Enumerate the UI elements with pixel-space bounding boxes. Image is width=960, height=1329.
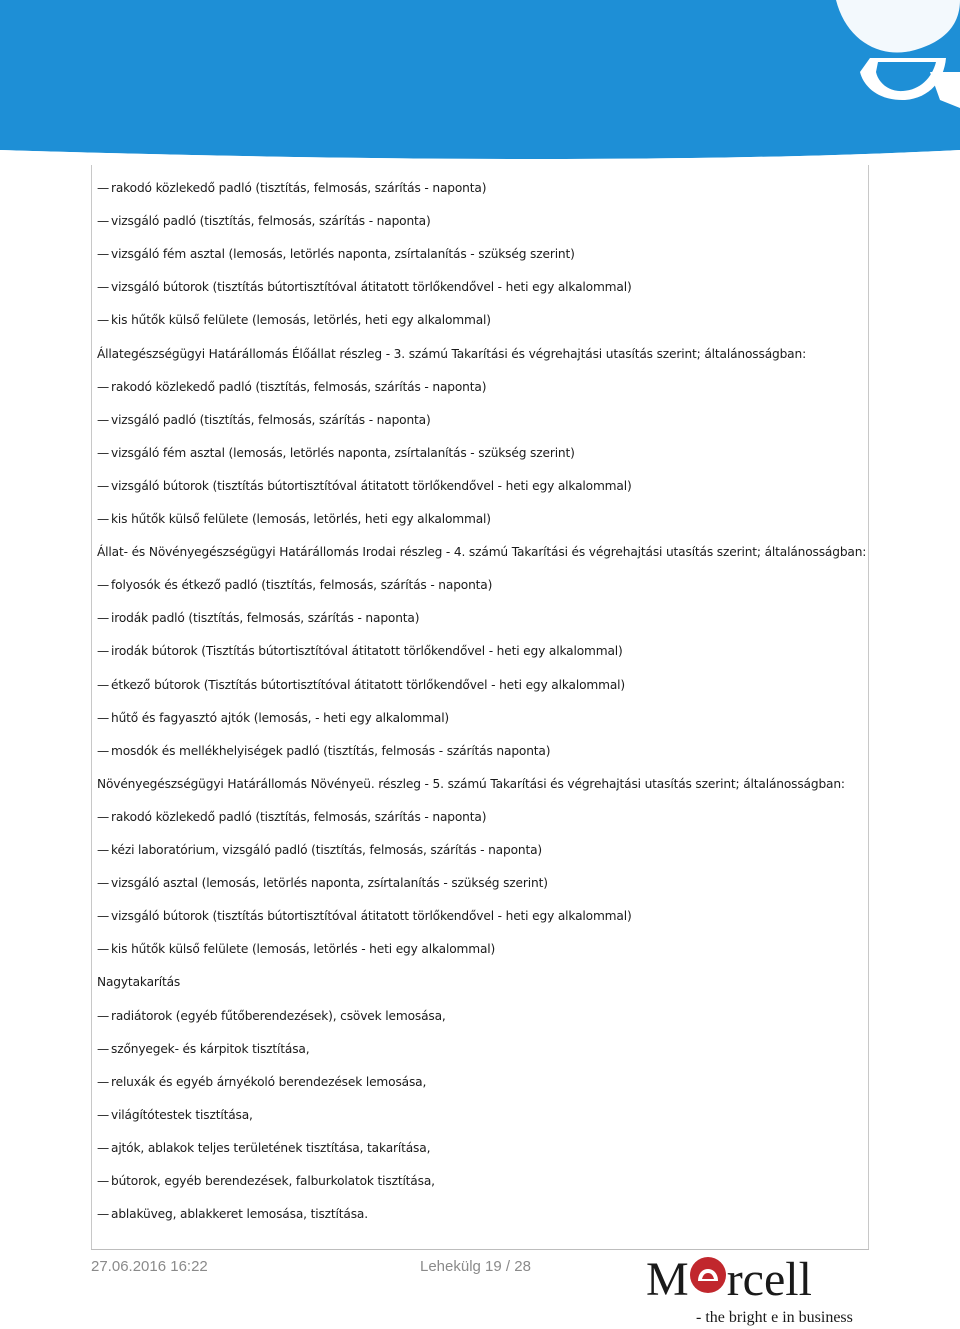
dash-bullet-icon: — <box>97 1174 110 1188</box>
marcell-logo <box>640 1254 870 1329</box>
dash-bullet-icon: — <box>97 1141 110 1155</box>
line-text: bútorok, egyéb berendezések, falburkolatok tisztítása, <box>111 1174 435 1188</box>
logo-suffix: rcell <box>726 1253 812 1306</box>
logo-wordmark <box>646 1254 812 1306</box>
dash-bullet-icon: — <box>97 1009 110 1023</box>
dash-bullet-icon: — <box>97 678 110 692</box>
dash-bullet-icon: — <box>97 843 110 857</box>
dash-bullet-icon: — <box>97 611 110 625</box>
logo-prefix: M <box>646 1253 689 1306</box>
line-text: világítótestek tisztítása, <box>111 1108 253 1122</box>
dash-bullet-icon: — <box>97 1075 110 1089</box>
dash-bullet-icon: — <box>97 909 110 923</box>
section-heading <box>97 974 180 990</box>
dash-bullet-icon: — <box>97 744 110 758</box>
line-text: vizsgáló fém asztal (lemosás, letörlés naponta, zsírtalanítás - szükség szerint) <box>111 446 575 460</box>
line-text: rakodó közlekedő padló (tisztítás, felmosás, szárítás - naponta) <box>111 810 487 824</box>
list-item <box>97 743 550 759</box>
line-text: Állat- és Növényegészségügyi Határállomás Irodai részleg - 4. számú Takarítási és végrehajtási utasítás szerint; általánosságban: <box>97 545 867 559</box>
line-text: vizsgáló bútorok (tisztítás bútortisztítóval átitatott törlőkendővel - heti egy alkalommal) <box>111 479 632 493</box>
list-item <box>97 1173 435 1189</box>
list-item <box>97 213 431 229</box>
list-item <box>97 941 495 957</box>
dash-bullet-icon: — <box>97 1042 110 1056</box>
list-item <box>97 908 632 924</box>
logo-tagline: - the bright e in business <box>696 1309 853 1326</box>
header-graphic <box>0 0 960 165</box>
line-text: reluxák és egyéb árnyékoló berendezések lemosása, <box>111 1075 427 1089</box>
dash-bullet-icon: — <box>97 644 110 658</box>
line-text: kis hűtők külső felülete (lemosás, letörlés, heti egy alkalommal) <box>111 313 491 327</box>
line-text: hűtő és fagyasztó ajtók (lemosás, - heti egy alkalommal) <box>111 711 450 725</box>
dash-bullet-icon: — <box>97 446 110 460</box>
dash-bullet-icon: — <box>97 711 110 725</box>
dash-bullet-icon: — <box>97 578 110 592</box>
dash-bullet-icon: — <box>97 1108 110 1122</box>
section-heading <box>97 776 845 792</box>
line-text: ablaküveg, ablakkeret lemosása, tisztítása. <box>111 1207 368 1221</box>
line-text: vizsgáló fém asztal (lemosás, letörlés naponta, zsírtalanítás - szükség szerint) <box>111 247 575 261</box>
list-item <box>97 710 449 726</box>
line-text: radiátorok (egyéb fűtőberendezések), csövek lemosása, <box>111 1009 446 1023</box>
line-text: vizsgáló padló (tisztítás, felmosás, szárítás - naponta) <box>111 214 431 228</box>
line-text: irodák padló (tisztítás, felmosás, szárítás - naponta) <box>111 611 420 625</box>
list-item <box>97 511 491 527</box>
logo-e-mark <box>690 1257 726 1293</box>
line-text: Növényegészségügyi Határállomás Növényeü. részleg - 5. számú Takarítási és végrehajtási utasítás szerint; általánosságban: <box>97 777 845 791</box>
list-item <box>97 412 431 428</box>
line-text: vizsgáló padló (tisztítás, felmosás, szárítás - naponta) <box>111 413 431 427</box>
header-band <box>0 0 960 165</box>
dash-bullet-icon: — <box>97 876 110 890</box>
list-item <box>97 312 491 328</box>
list-item <box>97 842 542 858</box>
section-heading <box>97 544 866 560</box>
line-text: vizsgáló bútorok (tisztítás bútortisztítóval átitatott törlőkendővel - heti egy alkalommal) <box>111 280 632 294</box>
line-text: vizsgáló asztal (lemosás, letörlés naponta, zsírtalanítás - szükség szerint) <box>111 876 548 890</box>
line-text: rakodó közlekedő padló (tisztítás, felmosás, szárítás - naponta) <box>111 380 487 394</box>
list-item <box>97 1041 309 1057</box>
line-text: mosdók és mellékhelyiségek padló (tisztítás, felmosás - szárítás naponta) <box>111 744 551 758</box>
list-item <box>97 478 632 494</box>
line-text: Állategészségügyi Határállomás Élőállat részleg - 3. számú Takarítási és végrehajtási utasítás szerint; általánosságban: <box>97 347 807 361</box>
list-item <box>97 577 492 593</box>
footer-divider <box>91 1249 869 1250</box>
footer-date: 27.06.2016 16:22 <box>91 1258 208 1275</box>
line-text: rakodó közlekedő padló (tisztítás, felmosás, szárítás - naponta) <box>111 181 487 195</box>
list-item <box>97 677 625 693</box>
dash-bullet-icon: — <box>97 413 110 427</box>
list-item <box>97 279 632 295</box>
list-item <box>97 610 419 626</box>
line-text: étkező bútorok (Tisztítás bútortisztítóval átitatott törlőkendővel - heti egy alkalommal) <box>111 678 626 692</box>
list-item <box>97 1107 253 1123</box>
section-heading <box>97 346 806 362</box>
line-text: Nagytakarítás <box>97 975 181 989</box>
dash-bullet-icon: — <box>97 479 110 493</box>
line-text: kézi laboratórium, vizsgáló padló (tisztítás, felmosás, szárítás - naponta) <box>111 843 543 857</box>
dash-bullet-icon: — <box>97 380 110 394</box>
dash-bullet-icon: — <box>97 214 110 228</box>
line-text: kis hűtők külső felülete (lemosás, letörlés - heti egy alkalommal) <box>111 942 496 956</box>
dash-bullet-icon: — <box>97 181 110 195</box>
list-item <box>97 809 486 825</box>
list-item <box>97 379 486 395</box>
list-item <box>97 643 623 659</box>
list-item <box>97 1206 368 1222</box>
list-item <box>97 445 575 461</box>
line-text: folyosók és étkező padló (tisztítás, felmosás, szárítás - naponta) <box>111 578 493 592</box>
dash-bullet-icon: — <box>97 512 110 526</box>
footer-page-number: Lehekülg 19 / 28 <box>420 1258 531 1275</box>
list-item <box>97 1008 446 1024</box>
line-text: ajtók, ablakok teljes területének tisztítása, takarítása, <box>111 1141 431 1155</box>
list-item <box>97 180 486 196</box>
list-item <box>97 246 575 262</box>
list-item <box>97 1074 426 1090</box>
dash-bullet-icon: — <box>97 280 110 294</box>
list-item <box>97 875 548 891</box>
dash-bullet-icon: — <box>97 1207 110 1221</box>
line-text: vizsgáló bútorok (tisztítás bútortisztítóval átitatott törlőkendővel - heti egy alkalommal) <box>111 909 632 923</box>
dash-bullet-icon: — <box>97 810 110 824</box>
dash-bullet-icon: — <box>97 313 110 327</box>
line-text: kis hűtők külső felülete (lemosás, letörlés, heti egy alkalommal) <box>111 512 491 526</box>
line-text: szőnyegek- és kárpitok tisztítása, <box>111 1042 310 1056</box>
line-text: irodák bútorok (Tisztítás bútortisztítóval átitatott törlőkendővel - heti egy alkalommal) <box>111 644 623 658</box>
list-item <box>97 1140 430 1156</box>
dash-bullet-icon: — <box>97 942 110 956</box>
dash-bullet-icon: — <box>97 247 110 261</box>
